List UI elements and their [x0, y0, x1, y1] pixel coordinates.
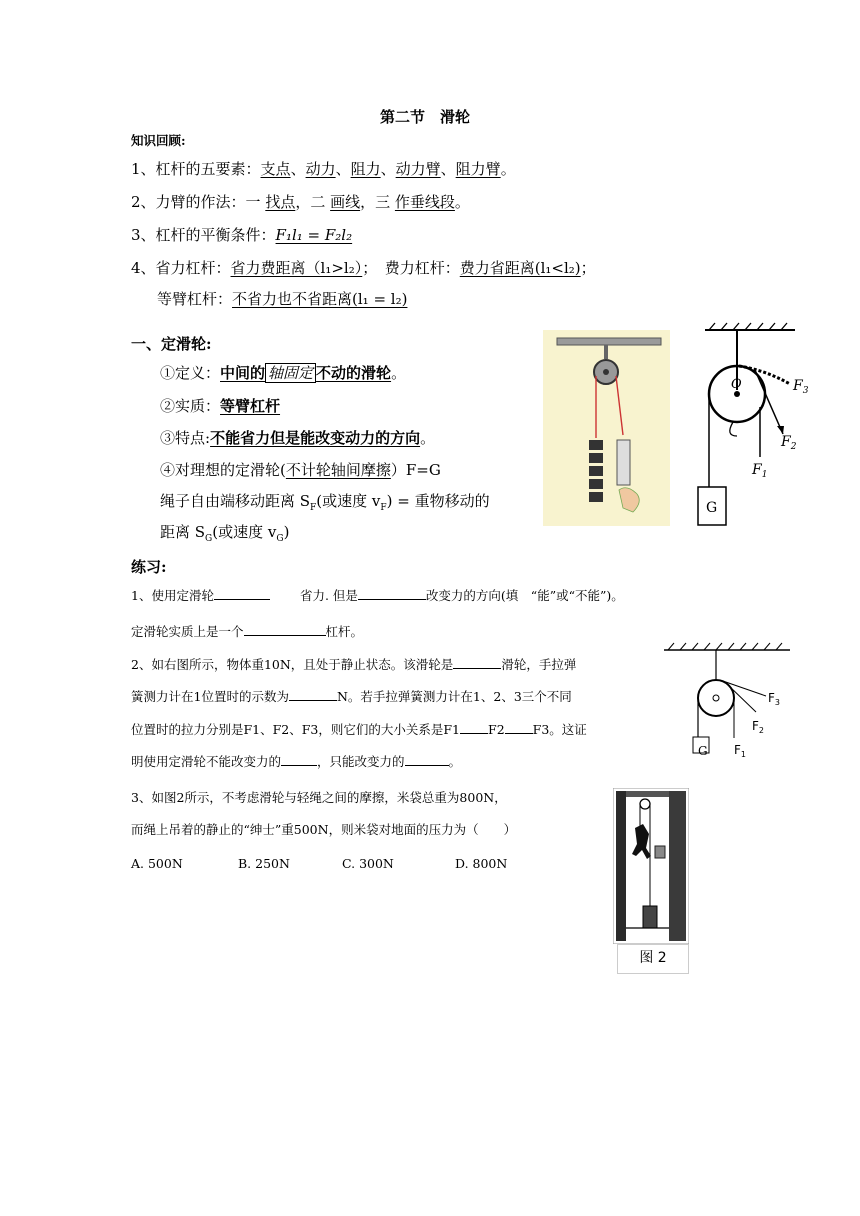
- question-2-line-4: [131, 751, 461, 770]
- term-fulcrum: 支点: [260, 160, 291, 178]
- review-line-1: [131, 158, 516, 179]
- spring-scale: [617, 440, 630, 485]
- ideal-prefix: ④对理想的定滑轮(: [160, 461, 286, 479]
- q2-text: F3。这证: [532, 722, 587, 737]
- review-line-4-prefix: 4、省力杠杆：: [131, 259, 231, 277]
- q2-text: 簧测力计在1位置时的示数为: [131, 689, 289, 704]
- feature-value: 不能省力但是能改变动力的方向: [210, 429, 421, 447]
- review-line-3: [131, 224, 352, 245]
- q1-text: 1、使用定滑轮: [131, 588, 214, 603]
- ceiling-hatching: [668, 643, 782, 650]
- term-resistance: 阻力: [350, 160, 381, 178]
- essence-prefix: ②实质：: [160, 397, 221, 415]
- essence-value: 等臂杠杆: [220, 397, 281, 415]
- review-line-2-prefix: 2、力臂的作法：一: [131, 193, 266, 211]
- review-line-5: [157, 288, 407, 309]
- q2-text: ，只能改变力的: [317, 754, 405, 769]
- option-c[interactable]: C. 300N: [342, 856, 394, 871]
- term-effort-arm: 动力臂: [395, 160, 441, 178]
- review-line-2-mid: ，三: [360, 193, 395, 211]
- question-2-line-3: [131, 719, 587, 738]
- q1-text: 省力. 但是: [299, 588, 358, 603]
- option-b[interactable]: B. 250N: [238, 856, 290, 871]
- label-f3: $F_3$: [793, 378, 809, 396]
- q2-text: N。若手拉弹簧测力计在1、2、3三个不同: [336, 689, 572, 704]
- ideal-pulley-line: [160, 459, 441, 480]
- review-line-3-prefix: 3、杠杆的平衡条件：: [131, 226, 276, 244]
- feature-line: [160, 427, 435, 448]
- semicolon: ；: [580, 259, 596, 277]
- distance-saving-lever: 费力省距离(l₁<l₂): [459, 259, 581, 277]
- fixed-pulley-photo: [543, 330, 670, 526]
- q2-text: F2: [488, 722, 505, 737]
- label-f2: $F_2$: [781, 434, 797, 452]
- section-fixed-pulley-heading: 一、定滑轮:: [131, 335, 212, 353]
- left-wall: [616, 791, 626, 941]
- step-draw-line: 画线: [330, 193, 361, 211]
- window: [655, 846, 665, 858]
- q2-blank-5[interactable]: [281, 751, 317, 766]
- equal-arm-lever: 不省力也不省距离(l₁ = l₂): [232, 290, 408, 308]
- q2-text: 位置时的拉力分别是F1、F2、F3，则它们的大小关系是F1: [131, 722, 461, 737]
- question-1-line-2: [131, 621, 363, 640]
- definition-prefix: ①定义：: [160, 364, 221, 382]
- q2-blank-6[interactable]: [405, 751, 449, 766]
- q1-text: 改变力的方向(填 “能”或“不能”)。: [425, 588, 624, 603]
- review-line-1-prefix: 1、杠杆的五要素：: [131, 160, 261, 178]
- fixed-pulley-diagram: [695, 322, 810, 528]
- subscript: F: [310, 503, 317, 513]
- ceiling-hatching: [709, 323, 787, 330]
- period: 。: [391, 364, 407, 382]
- subscript: G: [276, 534, 284, 544]
- period: 。: [500, 160, 516, 178]
- feature-prefix: ③特点:: [160, 429, 211, 447]
- hook-weights: [589, 440, 603, 502]
- rice-bag: [643, 906, 657, 928]
- practice-heading: 练习:: [131, 558, 167, 576]
- label-f2: $F_2$: [752, 719, 764, 735]
- rope-f2: [728, 685, 756, 712]
- option-a[interactable]: A. 500N: [131, 856, 183, 871]
- label-o: O: [731, 377, 742, 392]
- step-perpendicular: 作垂线段: [394, 193, 455, 211]
- arrow-f2: [777, 426, 784, 434]
- ideal-condition: 不计轮轴间摩擦: [285, 461, 391, 479]
- subscript: F: [380, 503, 387, 513]
- q2-blank-3[interactable]: [460, 719, 488, 734]
- label-f1: $F_1$: [734, 743, 746, 759]
- review-line-4-mid: ； 费力杠杆：: [362, 259, 460, 277]
- separator: 、: [380, 160, 396, 178]
- page-title: 第二节 滑轮: [380, 108, 471, 126]
- subscript: G: [205, 534, 213, 544]
- q2-text: 。: [448, 754, 462, 769]
- q2-blank-1[interactable]: [453, 654, 501, 669]
- question-1-line-1: [131, 585, 624, 604]
- q1-blank-2[interactable]: [358, 585, 426, 600]
- review-line-4: [131, 257, 596, 278]
- definition-boxed-term: 轴固定: [265, 363, 316, 383]
- rope-text: (或速度 v: [212, 523, 277, 541]
- definition-part-a: 中间的: [220, 364, 266, 382]
- question-2-line-2: [131, 686, 572, 705]
- q1-text: 定滑轮实质上是一个: [131, 624, 244, 639]
- rope-text: (或速度 v: [316, 492, 381, 510]
- option-d[interactable]: D. 800N: [455, 856, 508, 871]
- load-label: G: [706, 500, 718, 516]
- essence-line: [160, 395, 280, 416]
- q2-blank-4[interactable]: [505, 719, 533, 734]
- question-2-pulley-figure: [660, 640, 800, 762]
- rope-distance-line-1: [160, 490, 490, 513]
- term-effort: 动力: [305, 160, 336, 178]
- beam: [626, 791, 669, 797]
- balance-formula: F₁l₁ = F₂l₂: [275, 226, 353, 244]
- separator: 、: [290, 160, 306, 178]
- label-f1: $F_1$: [752, 462, 768, 480]
- right-wall: [669, 791, 686, 941]
- support-bar: [557, 338, 661, 345]
- definition-line: [160, 362, 406, 383]
- rope-distance-line-2: [160, 521, 289, 544]
- force-saving-lever: 省力费距离（l₁>l₂）: [230, 259, 363, 277]
- step-find-point: 找点: [265, 193, 296, 211]
- hook: [730, 422, 737, 436]
- pulley-axle: [603, 369, 609, 375]
- rope-text: 距离 S: [160, 523, 206, 541]
- definition-part-b: 不动的滑轮: [316, 364, 392, 382]
- rope-text: ) = 重物移动的: [386, 492, 490, 510]
- term-resistance-arm: 阻力臂: [455, 160, 501, 178]
- review-line-5-prefix: 等臂杠杆：: [157, 290, 233, 308]
- load-label: G: [698, 744, 708, 758]
- q2-text: 2、如右图所示，物体重10N，且处于静止状态。该滑轮是: [131, 657, 454, 672]
- question-3-line-2: 而绳上吊着的静止的“绅士”重500N，则米袋对地面的压力为（ ）: [131, 822, 517, 837]
- review-heading: 知识回顾:: [131, 133, 186, 148]
- figure-2-caption: 图 2: [617, 944, 689, 974]
- figure-2-cartoon: [613, 788, 689, 944]
- pulley-axle: [713, 695, 719, 701]
- separator: 、: [335, 160, 351, 178]
- q1-blank-3[interactable]: [244, 621, 326, 636]
- separator: 、: [440, 160, 456, 178]
- q1-text: 杠杆。: [325, 624, 364, 639]
- q2-text: 滑轮，手拉弹: [501, 657, 577, 672]
- question-3-line-1: 3、如图2所示，不考虑滑轮与轻绳之间的摩擦，米袋总重为800N，: [131, 790, 507, 805]
- question-2-line-1: [131, 654, 576, 673]
- review-line-2-mid: ，二: [295, 193, 331, 211]
- pulley-hook: [604, 345, 608, 359]
- review-line-2: [131, 191, 470, 212]
- rope-f3: [720, 680, 766, 696]
- rope-text: 绳子自由端移动距离 S: [160, 492, 311, 510]
- q2-text: 明使用定滑轮不能改变力的: [131, 754, 282, 769]
- rope-text: ): [283, 523, 290, 541]
- period: 。: [454, 193, 470, 211]
- q2-blank-2[interactable]: [289, 686, 337, 701]
- period: 。: [420, 429, 436, 447]
- ideal-result: ）F=G: [390, 461, 441, 479]
- q1-blank-1[interactable]: [214, 585, 270, 600]
- label-f3: $F_3$: [768, 691, 780, 707]
